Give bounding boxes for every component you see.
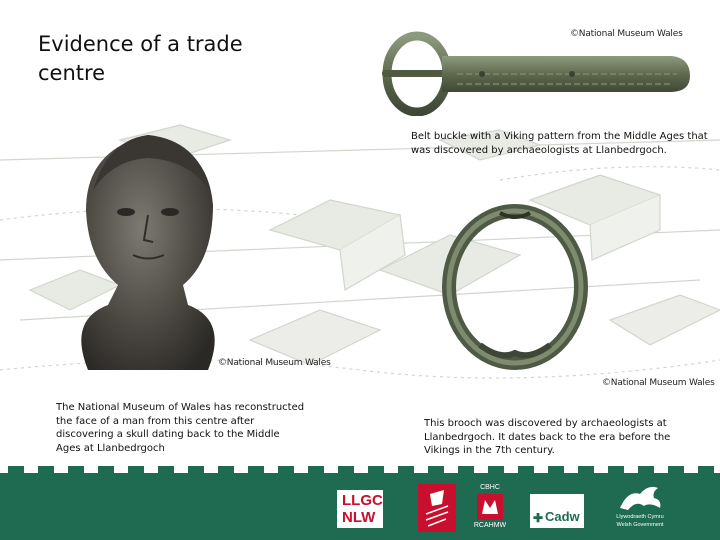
brooch-credit: ©National Museum Wales	[602, 378, 715, 388]
cbhc-emblem-icon	[477, 494, 503, 520]
brooch-caption: This brooch was discovered by archaeologists at Llanbedrgoch. It dates back to the era before the Vikings in the 7th century.	[424, 418, 671, 456]
head-credit: ©National Museum Wales	[218, 358, 331, 368]
buckle-caption: Belt buckle with a Viking pattern from the Middle Ages that was discovered by archaeologists at Llanbedrgoch.	[411, 131, 708, 156]
belt-buckle-image	[372, 26, 702, 116]
buckle-credit: ©National Museum Wales	[570, 29, 683, 39]
brooch-image	[430, 195, 600, 380]
cbhc-text: CBHC	[480, 484, 500, 491]
head-caption: The National Museum of Wales has reconstructed the face of a man from this centre after discovering a skull dating back to the Middle Ages at Llanbedrgoch	[56, 402, 305, 454]
cadw-cross-icon: ✚	[533, 511, 544, 525]
llgc-nlw-logo[interactable]	[337, 490, 383, 528]
nlw-text: NLW	[342, 509, 376, 526]
dragon-icon	[610, 480, 670, 514]
gov-line1: Llywodraeth Cymru	[616, 514, 664, 520]
llgc-text: LLGC	[342, 492, 383, 509]
cadw-text: Cadw	[545, 509, 580, 524]
gov-line2: Welsh Government	[616, 522, 664, 528]
page-title: Evidence of a trade centre	[38, 32, 243, 85]
reconstructed-head-image	[48, 120, 248, 380]
archives-wales-icon	[418, 484, 456, 532]
cadw-logo[interactable]	[530, 494, 584, 528]
welsh-government-logo[interactable]	[610, 480, 670, 535]
cbhc-rcahmw-logo[interactable]	[470, 484, 510, 532]
archives-wales-logo[interactable]	[418, 484, 456, 532]
rcahmw-text: RCAHMW	[473, 522, 507, 529]
